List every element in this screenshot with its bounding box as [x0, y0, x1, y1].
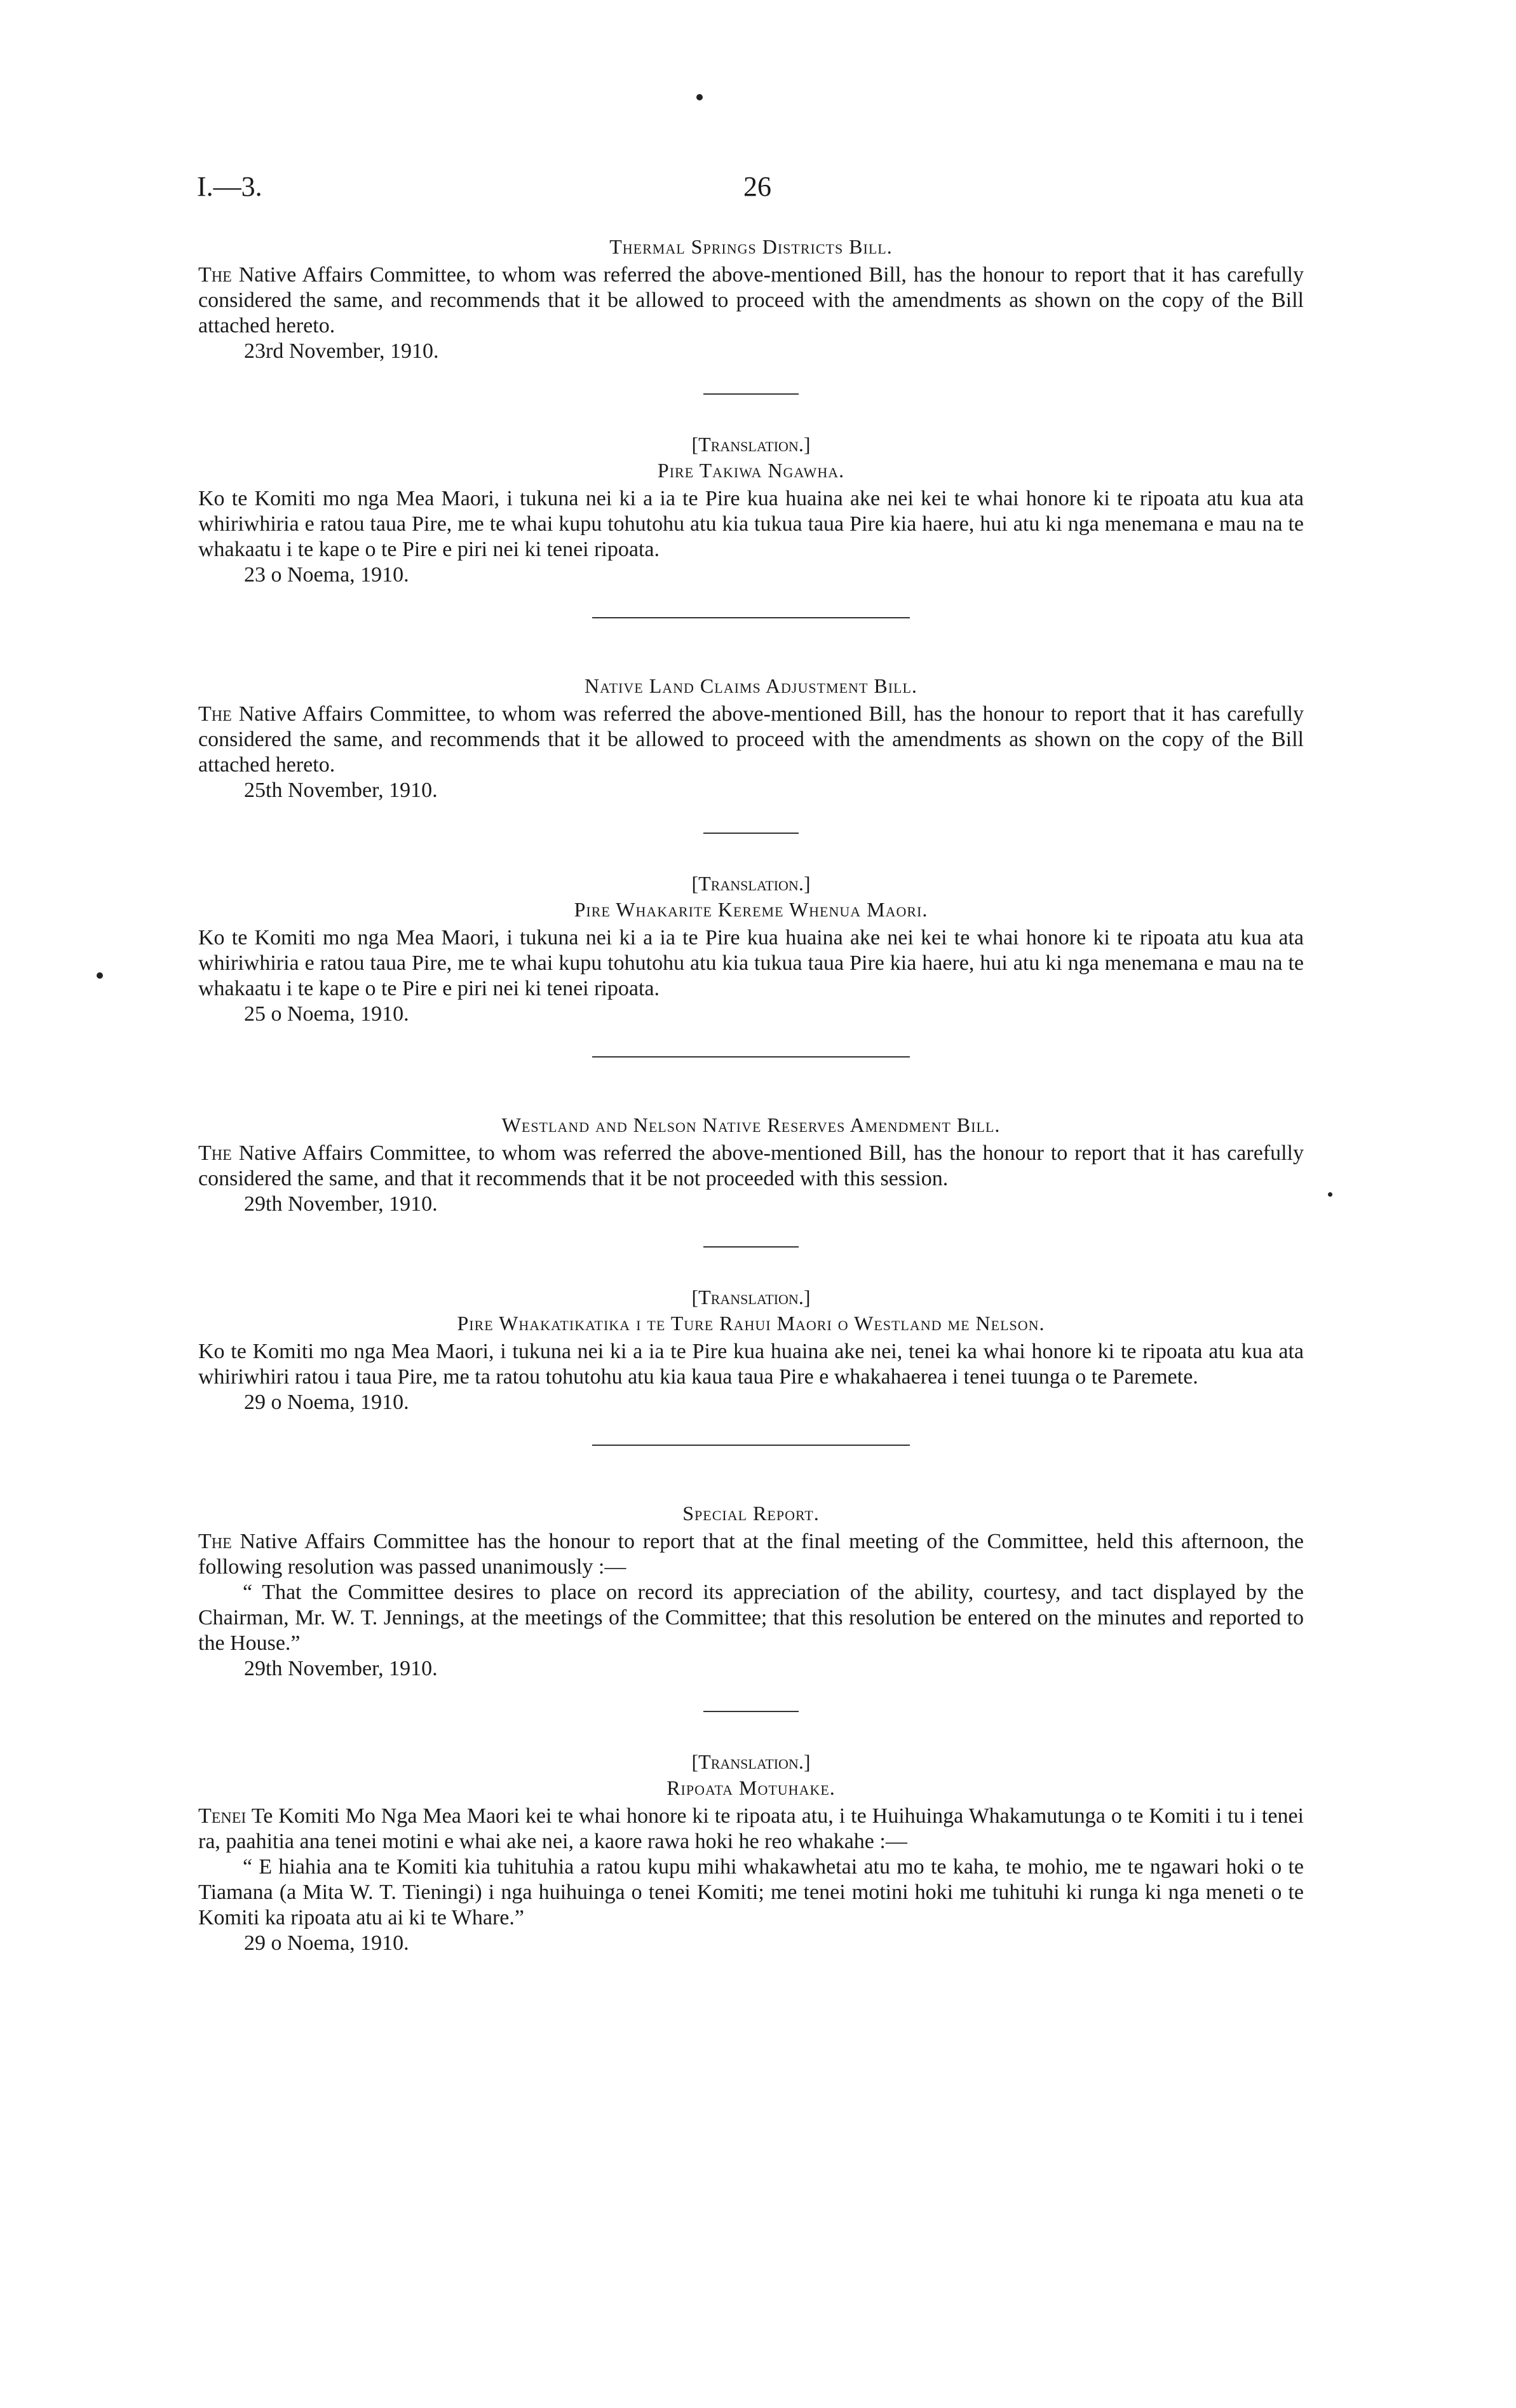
translation-tag: [Translation.]	[691, 433, 811, 456]
section-paragraph	[198, 702, 1304, 778]
section-special-report-translation	[198, 1750, 1304, 1956]
paragraph-lead: The	[198, 263, 232, 287]
section-title: Special Report.	[682, 1502, 820, 1525]
section-date: 29th November, 1910.	[244, 1657, 438, 1680]
section-thermal-springs	[198, 235, 1304, 364]
paragraph-text: Native Affairs Committee has the honour to report that at the final meeting of the Committee, held this afternoon, the following resolution was passed unanimously :—	[198, 1530, 1304, 1579]
print-speck-dot	[696, 94, 703, 100]
section-native-land-claims	[198, 674, 1304, 803]
divider-short	[703, 393, 799, 395]
section-paragraph	[198, 1141, 1304, 1192]
section-paragraph: Ko te Komiti mo nga Mea Maori, i tukuna nei ki a ia te Pire kua huaina ake nei kei te whai honore ki te ripoata atu kua ata whiriwhiria e ratou taua Pire, me te whai kupu tohutohu atu kia tukua taua Pire kia haere, hui atu ki nga menemana e mau na te whakaatu i te kape o te Pire e piri nei ki tenei ripoata.	[198, 487, 1304, 561]
paragraph-text: Native Affairs Committee, to whom was referred the above-mentioned Bill, has the honour to report that it has carefully considered the same, and recommends that it be allowed to proceed with the amendments as shown on the copy of the Bill attached hereto.	[198, 263, 1304, 337]
section-westland-nelson-translation	[198, 1286, 1304, 1415]
section-title: Pire Whakatikatika i te Ture Rahui Maori o Westland me Nelson.	[457, 1312, 1045, 1335]
section-title: Thermal Springs Districts Bill.	[609, 235, 893, 258]
divider-long	[592, 1056, 910, 1058]
divider-long	[592, 617, 910, 618]
section-date: 23 o Noema, 1910.	[244, 563, 409, 587]
translation-tag: [Translation.]	[691, 1286, 811, 1309]
section-paragraph: Ko te Komiti mo nga Mea Maori, i tukuna nei ki a ia te Pire kua huaina ake nei, tenei ka whai honore ki te ripoata atu kua ata whiriwhiri ratou i taua Pire, me ta ratou tohutohu atu kia kaua taua Pire e whakahaerea i tenei tuunga o te Paremete.	[198, 1340, 1304, 1389]
divider-short	[703, 1246, 799, 1248]
section-paragraph: Ko te Komiti mo nga Mea Maori, i tukuna nei ki a ia te Pire kua huaina ake nei kei te whai honore ki te ripoata atu kua ata whiriwhiria e ratou taua Pire, me te whai kupu tohutohu atu kia tukua taua Pire kia haere, hui atu ki nga menemana e mau na te whakaatu i te kape o te Pire e piri nei ki tenei ripoata.	[198, 926, 1304, 1000]
section-date: 25th November, 1910.	[244, 779, 438, 802]
section-date: 25 o Noema, 1910.	[244, 1002, 409, 1026]
paragraph-lead: The	[198, 702, 232, 726]
section-paragraph	[198, 262, 1304, 339]
translation-tag: [Translation.]	[691, 1750, 811, 1773]
section-westland-nelson	[198, 1113, 1304, 1217]
divider-long	[592, 1445, 910, 1446]
page-header	[197, 170, 1303, 208]
divider-short	[703, 1711, 799, 1712]
section-title: Native Land Claims Adjustment Bill.	[585, 674, 917, 697]
resolution-quote: “ That the Committee desires to place on record its appreciation of the ability, courtesy, and tact displayed by the Chairman, Mr. W. T. Jennings, at the meetings of the Committee; that this resolution be entered on the minutes and reported to the House.”	[198, 1581, 1304, 1655]
paper-reference: I.—3.	[197, 171, 262, 202]
section-date: 23rd November, 1910.	[244, 339, 439, 363]
document-body	[198, 235, 1304, 1956]
section-thermal-springs-translation	[198, 433, 1304, 588]
section-title: Pire Takiwa Ngawha.	[657, 459, 845, 482]
section-date: 29th November, 1910.	[244, 1192, 438, 1216]
print-speck-dot	[1328, 1192, 1332, 1197]
translation-tag: [Translation.]	[691, 872, 811, 895]
paragraph-text: Te Komiti Mo Nga Mea Maori kei te whai honore ki te ripoata atu, i te Huihuinga Whakamutunga o te Komiti i tu i tenei ra, paahitia ana tenei motini e whai ake nei, a kaore rawa hoki he reo whakahe :—	[198, 1804, 1304, 1853]
paragraph-text: Native Affairs Committee, to whom was referred the above-mentioned Bill, has the honour to report that it has carefully considered the same, and that it recommends that it be not proceeded with this session.	[198, 1141, 1304, 1190]
section-paragraph	[198, 1804, 1304, 1854]
section-paragraph	[198, 1529, 1304, 1580]
divider-short	[703, 833, 799, 834]
section-native-land-claims-translation	[198, 872, 1304, 1027]
section-special-report	[198, 1502, 1304, 1682]
section-title: Pire Whakarite Kereme Whenua Maori.	[574, 898, 928, 921]
paragraph-lead: The	[198, 1530, 232, 1553]
section-title: Ripoata Motuhake.	[667, 1776, 836, 1799]
paragraph-lead: The	[198, 1141, 232, 1165]
resolution-quote: “ E hiahia ana te Komiti kia tuhituhia a ratou kupu mihi whakawhetai atu mo te kaha, te mohio, me te ngawari hoki o te Tiamana (a Mita W. T. Tieningi) i nga huihuinga o tenei Komiti; me tenei motini hoki me tuhituhi ki runga ki nga meneti o te Komiti ka ripoata atu ai ki te Whare.”	[198, 1855, 1304, 1929]
print-speck-dot	[97, 972, 103, 979]
section-title: Westland and Nelson Native Reserves Amendment Bill.	[501, 1113, 1001, 1136]
paragraph-lead: Tenei	[198, 1804, 247, 1828]
section-date: 29 o Noema, 1910.	[244, 1931, 409, 1955]
paragraph-text: Native Affairs Committee, to whom was referred the above-mentioned Bill, has the honour to report that it has carefully considered the same, and recommends that it be allowed to proceed with the amendments as shown on the copy of the Bill attached hereto.	[198, 702, 1304, 777]
page-number: 26	[743, 171, 771, 202]
section-date: 29 o Noema, 1910.	[244, 1391, 409, 1414]
